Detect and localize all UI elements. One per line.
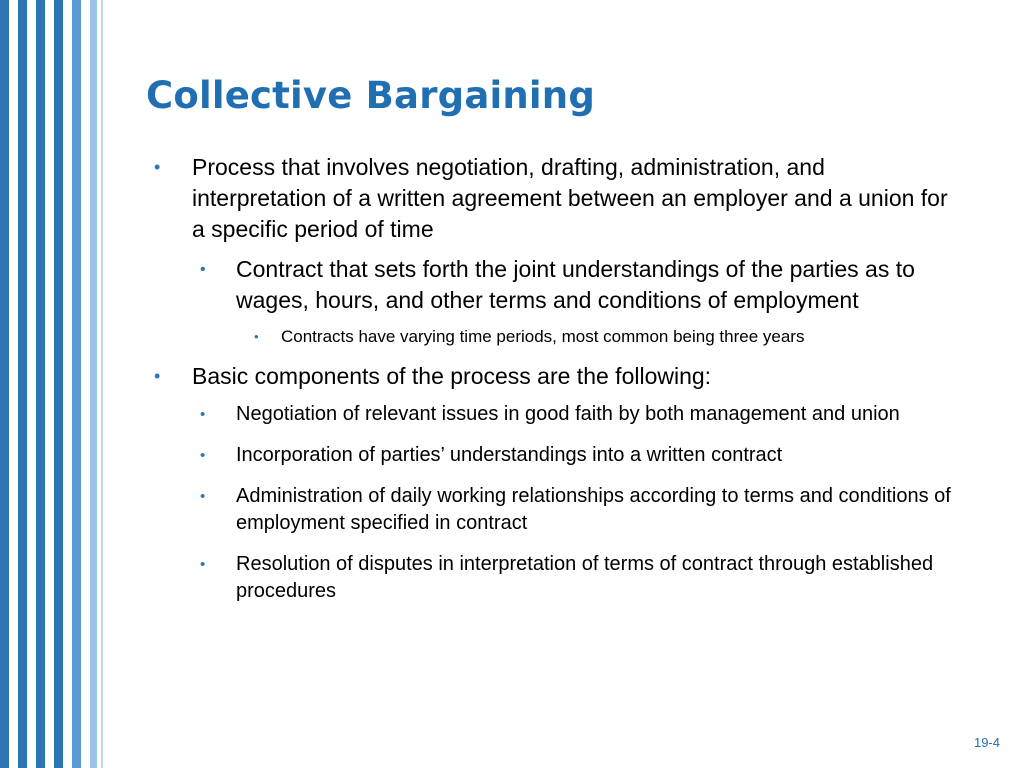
bullet-text: Administration of daily working relationships according to terms and conditions of employment specified in contract <box>236 485 951 534</box>
bullet-item <box>150 401 965 428</box>
slide-title: Collective Bargaining <box>146 74 596 117</box>
bullet-icon: • <box>254 329 259 344</box>
bullet-text: Process that involves negotiation, drafting, administration, and interpretation of a written agreement between an employer and a union for a specific period of time <box>192 154 948 242</box>
bullet-text: Contract that sets forth the joint understandings of the parties as to wages, hours, and other terms and conditions of employment <box>236 256 915 313</box>
bullet-icon: • <box>200 261 206 278</box>
stripe <box>0 0 9 768</box>
bullet-icon: • <box>200 488 206 505</box>
slide-body <box>150 152 965 619</box>
stripe <box>90 0 97 768</box>
stripe <box>72 0 81 768</box>
bullet-text: Incorporation of parties’ understandings into a written contract <box>236 444 783 466</box>
bullet-icon: • <box>154 366 161 386</box>
stripe <box>101 0 103 768</box>
bullet-item <box>150 325 965 348</box>
bullet-icon: • <box>154 157 161 177</box>
bullet-item <box>150 254 965 316</box>
stripe <box>36 0 45 768</box>
bullet-text: Resolution of disputes in interpretation of terms of contract through established procedures <box>236 553 934 602</box>
bullet-text: Basic components of the process are the following: <box>192 363 712 389</box>
stripe <box>54 0 63 768</box>
bullet-item <box>150 551 965 605</box>
bullet-text: Contracts have varying time periods, most common being three years <box>281 327 805 346</box>
bullet-item <box>150 442 965 469</box>
stripe <box>18 0 27 768</box>
decorative-stripes <box>0 0 104 768</box>
bullet-icon: • <box>200 447 206 464</box>
bullet-icon: • <box>200 406 206 423</box>
bullet-item <box>150 483 965 537</box>
bullet-icon: • <box>200 556 206 573</box>
page-number: 19-4 <box>973 735 1000 750</box>
bullet-item <box>150 361 965 392</box>
bullet-item <box>150 152 965 245</box>
bullet-text: Negotiation of relevant issues in good faith by both management and union <box>236 403 900 425</box>
